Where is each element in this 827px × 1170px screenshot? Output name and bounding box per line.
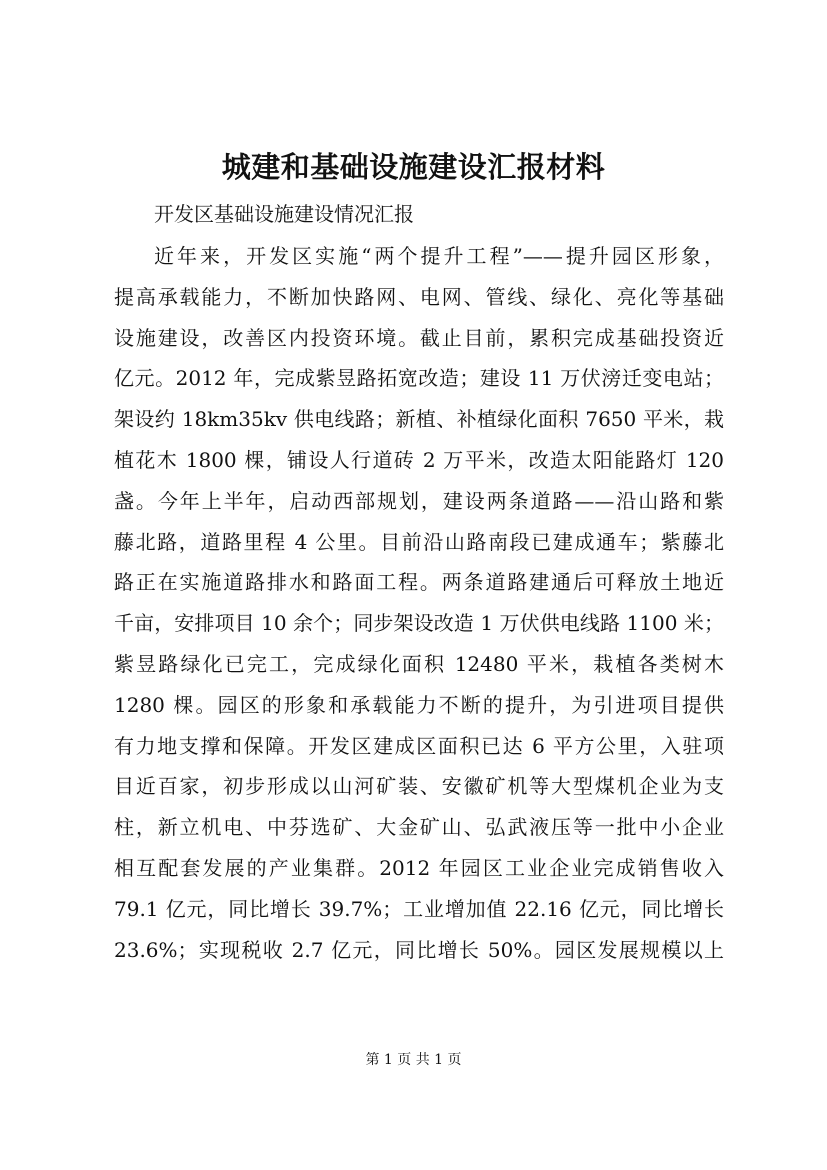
- body-line: 23.6%；实现税收 2.7 亿元，同比增长 50%。园区发展规模以上: [114, 937, 724, 962]
- body-line: 紫昱路绿化已完工，完成绿化面积 12480 平米，栽植各类树木: [114, 651, 724, 676]
- body-line: 79.1 亿元，同比增长 39.7%；工业增加值 22.16 亿元，同比增长: [114, 896, 724, 921]
- body-line: 相互配套发展的产业集群。2012 年园区工业企业完成销售收入: [114, 855, 724, 880]
- body-line: 目近百家，初步形成以山河矿装、安徽矿机等大型煤机企业为支: [114, 774, 724, 799]
- body-line: 设施建设，改善区内投资环境。截止目前，累积完成基础投资近: [114, 325, 724, 350]
- body-line: 1280 棵。园区的形象和承载能力不断的提升，为引进项目提供: [114, 692, 724, 717]
- body-line: 柱，新立机电、中芬选矿、大金矿山、弘武液压等一批中小企业: [114, 815, 724, 840]
- body-line: 近年来，开发区实施“两个提升工程”——提升园区形象，: [154, 244, 724, 268]
- page-footer: 第 1 页 共 1 页: [365, 1052, 462, 1068]
- document-subtitle: 开发区基础设施建设情况汇报: [154, 202, 414, 226]
- body-line: 千亩，安排项目 10 余个；同步架设改造 1 万伏供电线路 1100 米；: [114, 611, 724, 636]
- body-line: 路正在实施道路排水和路面工程。两条道路建通后可释放土地近: [114, 570, 724, 595]
- body-line: 植花木 1800 棵，铺设人行道砖 2 万平米，改造太阳能路灯 120: [114, 447, 724, 472]
- body-line: 架设约 18km35kv 供电线路；新植、补植绿化面积 7650 平米，栽: [114, 407, 724, 432]
- body-line: 提高承载能力，不断加快路网、电网、管线、绿化、亮化等基础: [114, 284, 724, 309]
- document-title: 城建和基础设施建设汇报材料: [221, 150, 606, 184]
- body-line: 藤北路，道路里程 4 公里。目前沿山路南段已建成通车；紫藤北: [114, 529, 724, 554]
- body-line: 盏。今年上半年，启动西部规划，建设两条道路——沿山路和紫: [114, 488, 724, 513]
- body-line: 有力地支撑和保障。开发区建成区面积已达 6 平方公里，入驻项: [114, 733, 724, 758]
- document-body: [114, 236, 724, 970]
- body-line: 亿元。2012 年，完成紫昱路拓宽改造；建设 11 万伏滂迁变电站；: [114, 366, 724, 391]
